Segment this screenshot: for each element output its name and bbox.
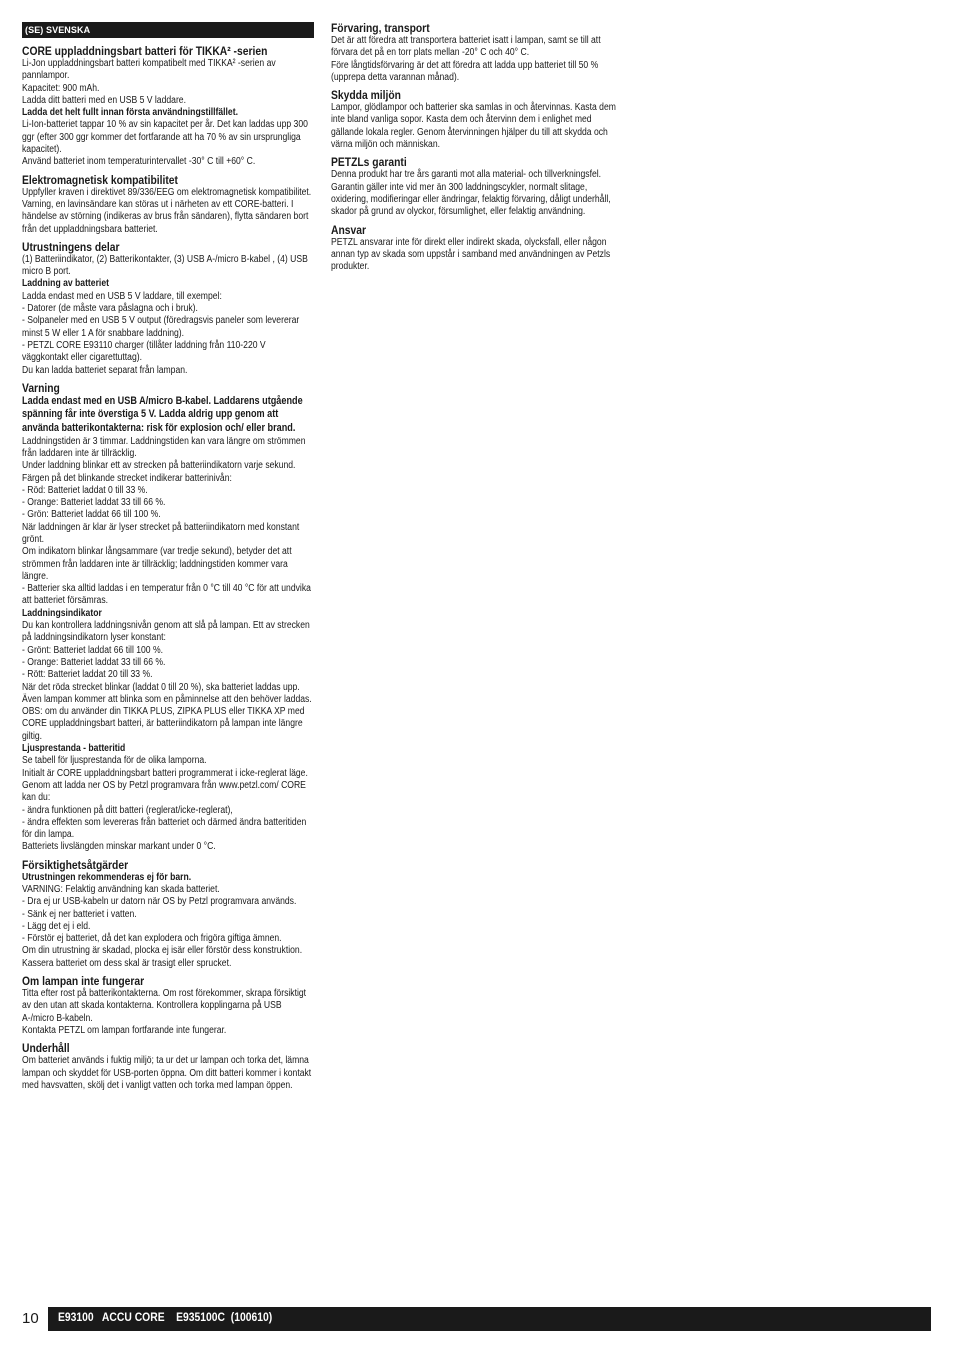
section-heading: Förvaring, transport	[331, 21, 430, 35]
paragraph: (1) Batteriindikator, (2) Batterikontakter, (3) USB A-/micro B-kabel , (4) USB micro B port.	[22, 253, 308, 278]
right-column	[331, 22, 623, 278]
bold-paragraph: Ladda endast med en USB A/micro B-kabel. Laddarens utgående spänning får inte överstiga 5 V. Ladda aldrig upp genom att använda batterikontakterna: risk för explosion och/ eller brand.	[22, 394, 303, 435]
section-heading: Försiktighetsåtgärder	[22, 857, 129, 872]
bold-paragraph: Ljusprestanda - batteritid	[22, 743, 126, 755]
paragraph: Ladda endast med en USB 5 V laddare, till exempel: - Datorer (de måste vara påslagna och i bruk). - Solpaneler med en USB 5 V output (föredragsvis paneler som levererar minst 5 W eller 1 A för snabbare laddning). - PETZL CORE E93110 charger (tillåter laddning från 110-220 V väggkontakt eller cigarettuttag). Du kan ladda batteriet separat från lampan.	[22, 290, 300, 376]
paragraph: Du kan kontrollera laddningsnivån genom att slå på lampan. Ett av strecken på laddningsindikatorn lyser konstant: - Grönt: Batteriet laddat 66 till 100 %. - Orange: Batteriet laddat 33 till 66 %. - Rött: Batteriet laddat 20 till 33 %. När det röda strecket blinkar (laddat 0 till 20 %), ska batteriet laddas upp. Även lampan kommer att blinka som en påminnelse att den behöver laddas. OBS: om du använder din TIKKA PLUS, ZIPKA PLUS eller TIKKA XP med CORE uppladdningsbart batteri, är batteriindikatorn på lampan inte längre giltig.	[22, 620, 312, 742]
section-heading: CORE uppladdningsbart batteri för TIKKA² -serien	[22, 44, 268, 58]
footer-text: E93100 ACCU CORE E935100C (100610)	[58, 1312, 273, 1324]
bold-paragraph: Ladda det helt fullt innan första användningstillfället.	[22, 107, 238, 119]
section-om-lampan-inte-fungerar	[22, 975, 314, 1037]
paragraph: Li-Ion-batteriet tappar 10 % av sin kapacitet per år. Det kan laddas upp 300 ggr (efter 300 ggr kommer det fortfarande att ha 70 % av sin ursprungliga kapacitet). Använd batteriet inom temperaturintervallet -30° C till +60° C.	[22, 119, 308, 168]
paragraph: Lampor, glödlampor och batterier ska samlas in och återvinnas. Kasta dem inte bland vanliga sopor. Kasta dem och återvinn dem i enlighet med gällande lokala regler. Genom återvinningen hjälper du till att skydda och värna miljön och människan.	[331, 102, 616, 151]
paragraph: Laddningstiden är 3 timmar. Laddningstiden kan vara längre om strömmen från laddaren inte är tillräcklig. Under laddning blinkar ett av strecken på batteriindikatorn varje sekund. Färgen på det blinkande strecket indikerar batterinivån: - Röd: Batteriet laddat 0 till 33 %. - Orange: Batteriet laddat 33 till 66 %. - Grön: Batteriet laddat 66 till 100 %. När laddningen är klar är lyser strecket på batteriindikatorn med konstant grönt. Om indikatorn blinkar långsammare (var tredje sekund), betyder det att strömmen från laddaren inte är tillräcklig; laddningstiden kommer vara längre. - Batterier ska alltid laddas i en temperatur från 0 °C till 40 °C för att undvika att batteriet försämras.	[22, 435, 311, 607]
paragraph: Denna produkt har tre års garanti mot alla material- och tillverkningsfel. Garantin gäller inte vid mer än 300 laddningscykler, normalt slitage, oxidering, modifieringar eller ändringar, felaktig förvaring, dåligt underhåll, skador på grund av olyckor, försumlighet, eller felaktig användning.	[331, 169, 611, 218]
bold-paragraph: Laddningsindikator	[22, 607, 102, 619]
section-skydda-miljon	[331, 89, 623, 151]
bold-paragraph: Utrustningen rekommenderas ej för barn.	[22, 871, 192, 883]
section-heading: Elektromagnetisk kompatibilitet	[22, 172, 178, 187]
section-heading: Ansvar	[331, 222, 366, 237]
paragraph: Se tabell för ljusprestanda för de olika lamporna. Initialt är CORE uppladdningsbart batteri programmerat i icke-reglerat läge. Genom att ladda ner OS by Petzl programvara från www.petzl.com/ CORE kan du: - ändra funktionen på ditt batteri (reglerat/icke-reglerat), - ändra effekten som levereras från batteriet och därmed ändra batteritiden för din lampa. Batteriets livslängden minskar markant under 0 °C.	[22, 755, 308, 853]
section-heading: Varning	[22, 380, 60, 395]
section-elektromagnetisk-kompatibilitet	[22, 174, 314, 236]
bold-paragraph: Laddning av batteriet	[22, 278, 109, 290]
section-petzls-garanti	[331, 156, 623, 218]
paragraph: Om batteriet används i fuktig miljö; ta ur det ur lampan och torka det, lämna lampan och skyddet för USB-porten öppna. Om ditt batteri kommer i kontakt med havsvatten, skölj det i vanligt vatten och torka med lampan öppen.	[22, 1055, 312, 1091]
section-utrustningens-delar	[22, 241, 314, 377]
section-heading: Skydda miljön	[331, 88, 401, 103]
section-core-uppladdningsbart-batteri-for-tikka-serien	[22, 45, 314, 169]
right-sections	[331, 22, 623, 273]
section-varning	[22, 382, 314, 854]
paragraph: VARNING: Felaktig användning kan skada batteriet. - Dra ej ur USB-kabeln ur datorn när OS by Petzl programvara används. - Sänk ej ner batteriet i vatten. - Lägg det ej i eld. - Förstör ej batteriet, då det kan explodera och frigöra giftiga ämnen. Om din utrustning är skadad, plocka ej isär eller förstör dess konstruktion. Kassera batteriet om dess skal är trasigt eller sprucket.	[22, 884, 303, 969]
section-heading: Om lampan inte fungerar	[22, 974, 145, 989]
paragraph: Li-Jon uppladdningsbart batteri kompatibelt med TIKKA² -serien av pannlampor. Kapacitet: 900 mAh. Ladda ditt batteri med en USB 5 V laddare.	[22, 58, 276, 106]
left-column	[22, 22, 314, 1097]
section-heading: PETZLs garanti	[331, 155, 407, 170]
left-sections	[22, 45, 314, 1092]
language-label: (SE) SVENSKA	[22, 22, 314, 38]
paragraph: Det är att föredra att transportera batteriet isatt i lampan, samt se till att förvara det på en torr plats mellan -20° C och 40° C. Före långtidsförvaring är det att föredra att ladda upp batteriet till 50 % (upprepa detta varannan månad).	[331, 35, 601, 83]
paragraph: PETZL ansvarar inte för direkt eller indirekt skada, olycksfall, eller någon annan typ av skada som uppstår i samband med användningen av Petzls produkter.	[331, 236, 611, 273]
section-underhall	[22, 1042, 314, 1092]
page-number: 10	[22, 1310, 39, 1327]
section-heading: Underhåll	[22, 1041, 70, 1056]
section-forvaring-transport	[331, 22, 623, 84]
section-heading: Utrustningens delar	[22, 239, 120, 254]
paragraph: Uppfyller kraven i direktivet 89/336/EEG om elektromagnetisk kompatibilitet. Varning, en lavinsändare kan störas ut i närheten av ett CORE-batteri. I händelse av störning (indikeras av brus från sändaren), flytta sändaren bort från det uppladdningsbara batteriet.	[22, 186, 312, 235]
footer-bar	[48, 1307, 931, 1331]
section-forsiktighetsatgarder	[22, 859, 314, 970]
section-ansvar	[331, 224, 623, 274]
paragraph: Titta efter rost på batterikontakterna. Om rost förekommer, skrapa försiktigt av den utan att skada kontakterna. Kontrollera kopplingarna på USB A-/micro B-kabeln. Kontakta PETZL om lampan fortfarande inte fungerar.	[22, 988, 307, 1036]
